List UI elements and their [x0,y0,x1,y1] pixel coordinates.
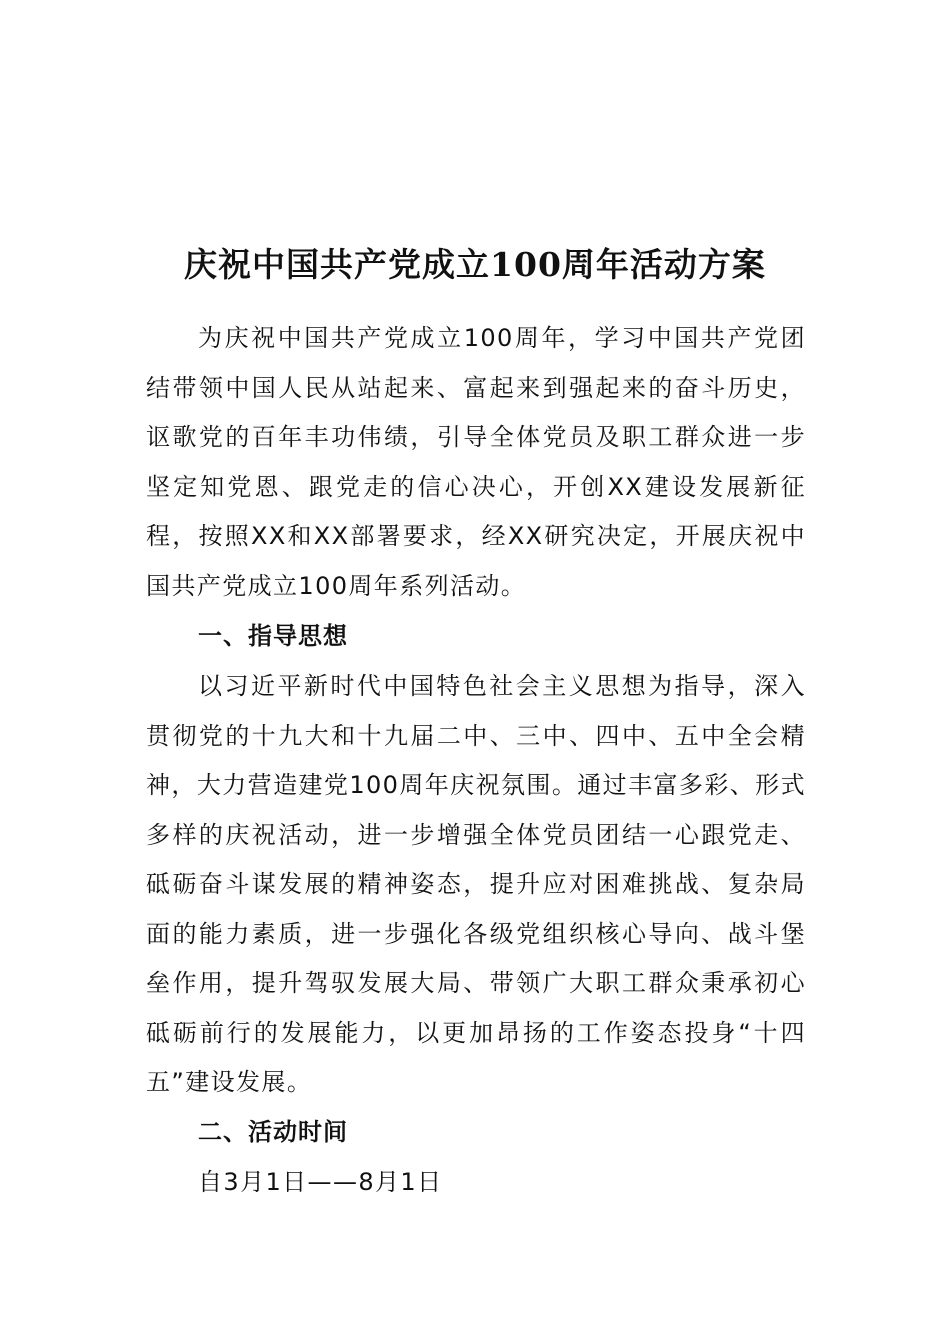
intro-paragraph: 为庆祝中国共产党成立100周年，学习中国共产党团结带领中国人民从站起来、富起来到强起来的奋斗历史，讴歌党的百年丰功伟绩，引导全体党员及职工群众进一步坚定知党恩、跟党走的信心决心，开创XX建设发展新征程，按照XX和XX部署要求，经XX研究决定，开展庆祝中国共产党成立100周年系列活动。 [146,324,806,600]
section-body-activity-time: 自3月1日——8月1日 [198,1168,443,1196]
section-heading-guiding-ideology: 一、指导思想 [198,622,348,650]
section-body-guiding-ideology: 以习近平新时代中国特色社会主义思想为指导，深入贯彻党的十九大和十九届二中、三中、四中、五中全会精神，大力营造建党100周年庆祝氛围。通过丰富多彩、形式多样的庆祝活动，进一步增强全体党员团结一心跟党走、砥砺奋斗谋发展的精神姿态，提升应对困难挑战、复杂局面的能力素质，进一步强化各级党组织核心导向、战斗堡垒作用，提升驾驭发展大局、带领广大职工群众秉承初心砥砺前行的发展能力，以更加昂扬的工作姿态投身“十四五”建设发展。 [146,672,806,1096]
section-heading-activity-time: 二、活动时间 [198,1118,348,1146]
document-title: 庆祝中国共产党成立100周年活动方案 [184,245,766,284]
